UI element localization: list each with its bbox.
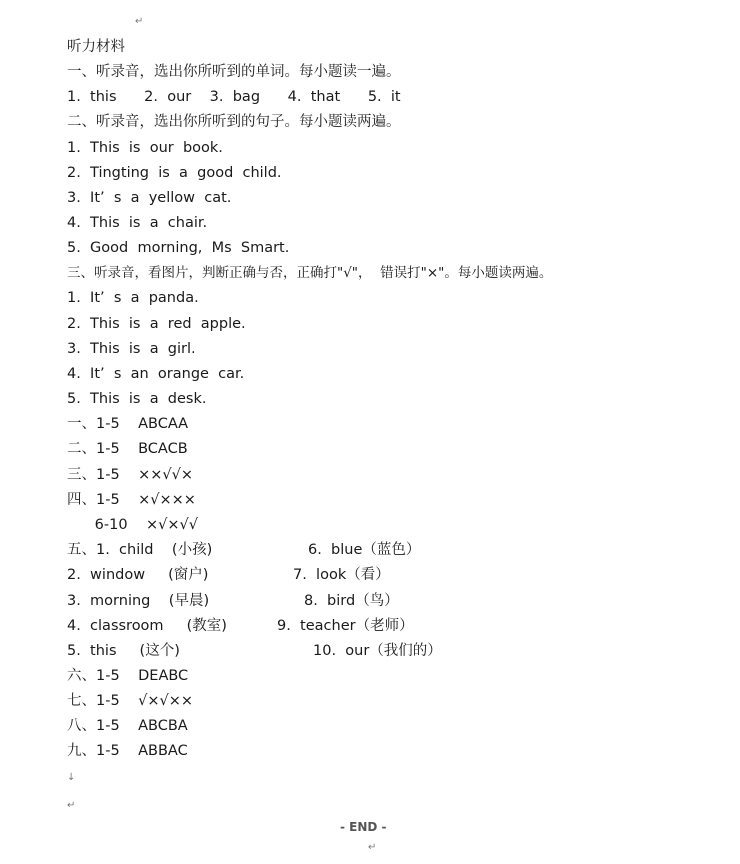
doc-line: 3. It’ s a yellow cat. bbox=[67, 190, 232, 206]
end-label: - END - bbox=[340, 820, 387, 834]
doc-line: 6-10 ×√×√√ bbox=[67, 517, 199, 533]
vocab-right: 6. blue（蓝色） bbox=[308, 542, 421, 558]
doc-line: 5. Good morning, Ms Smart. bbox=[67, 240, 290, 256]
doc-line: 2. This is a red apple. bbox=[67, 316, 246, 332]
doc-line: 二、1-5 BCACB bbox=[67, 441, 188, 457]
doc-line: 2. Tingting is a good child. bbox=[67, 165, 282, 181]
doc-line: 四、1-5 ×√××× bbox=[67, 492, 196, 508]
doc-line: 一、1-5 ABCAA bbox=[67, 416, 189, 432]
paragraph-mark: ↵ bbox=[67, 800, 76, 811]
doc-line: 二、听录音，选出你所听到的句子。每小题读两遍。 bbox=[67, 114, 401, 130]
line-break-mark: ↓ bbox=[67, 772, 76, 783]
doc-line: 1. It’ s a panda. bbox=[67, 290, 199, 306]
vocab-left: 2. window (窗户) bbox=[67, 567, 209, 583]
doc-line: 5. This is a desk. bbox=[67, 391, 207, 407]
doc-line: 3. This is a girl. bbox=[67, 341, 196, 357]
vocab-right: 8. bird（鸟） bbox=[304, 593, 399, 609]
doc-line: 听力材料 bbox=[67, 39, 125, 55]
vocab-right: 9. teacher（老师） bbox=[277, 618, 414, 634]
vocab-left: 五、1. child (小孩) bbox=[67, 542, 213, 558]
vocab-left: 5. this (这个) bbox=[67, 643, 180, 659]
vocab-left: 3. morning (早晨) bbox=[67, 593, 210, 609]
doc-line: 三、听录音，看图片，判断正确与否，正确打"√"， 错误打"×"。每小题读两遍。 bbox=[67, 265, 553, 281]
doc-line: 4. It’ s an orange car. bbox=[67, 366, 245, 382]
vocab-right: 7. look（看） bbox=[293, 567, 390, 583]
paragraph-mark: ↵ bbox=[135, 16, 144, 27]
answer-line: 九、1-5 ABBAC bbox=[67, 743, 188, 759]
doc-line: 三、1-5 ××√√× bbox=[67, 467, 194, 483]
doc-line: 1. This is our book. bbox=[67, 140, 223, 156]
vocab-right: 10. our（我们的） bbox=[313, 643, 442, 659]
answer-line: 七、1-5 √×√×× bbox=[67, 693, 194, 709]
doc-line: 1. this 2. our 3. bag 4. that 5. it bbox=[67, 89, 401, 105]
paragraph-mark: ↵ bbox=[368, 842, 377, 853]
doc-line: 4. This is a chair. bbox=[67, 215, 208, 231]
doc-line: 一、听录音，选出你所听到的单词。每小题读一遍。 bbox=[67, 64, 401, 80]
vocab-left: 4. classroom (教室) bbox=[67, 618, 227, 634]
answer-line: 八、1-5 ABCBA bbox=[67, 718, 188, 734]
answer-line: 六、1-5 DEABC bbox=[67, 668, 189, 684]
